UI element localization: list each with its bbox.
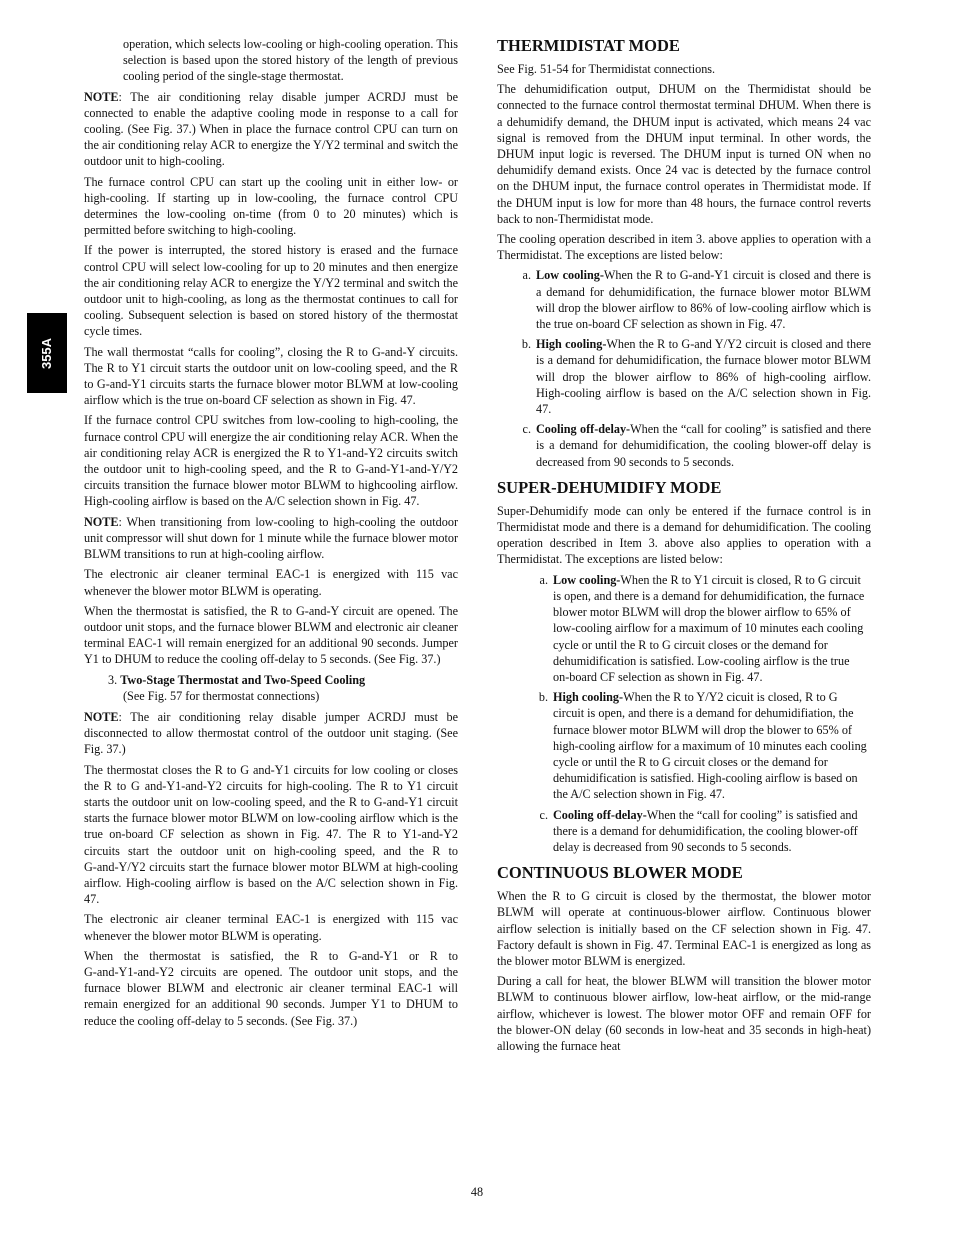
paragraph: The dehumidification output, DHUM on the Thermidistat should be connected to the furnace control thermostat terminal DHUM. When there is a dehumidify demand, the DHUM input is activated, which means 24 vac signal is removed from the DHUM input terminal. In other words, the DHUM input logic is reversed. The DHUM input is turned ON when no dehumidify demand exists. Once 24 vac is detected by the furnace control on the DHUM input, the furnace control operates in Thermidistat mode. If the DHUM input is low for more than 48 hours, the furnace control reverts back to non‑Thermidistat mode. <box>497 82 871 226</box>
paragraph: The wall thermostat “calls for cooling”, closing the R to G‑and‑Y circuits. The R to Y1 circuit starts the outdoor unit on low‑cooling speed, and the R to G‑and‑Y1 circuits starts the furnace blower motor BLWM at low‑cooling airflow which is the true on‑board CF selection as shown in Fig. 47. <box>84 344 458 408</box>
note-text: : The air conditioning relay disable jumper ACRDJ must be disconnected to allow thermostat control of the outdoor unit staging. (See Fig. 37.) <box>84 709 458 757</box>
list-item-title: High cooling‑ <box>536 337 607 352</box>
list-item <box>513 421 871 470</box>
note-label: NOTE <box>84 709 119 724</box>
list-item <box>530 807 871 856</box>
side-tab-label: 355A <box>39 337 55 369</box>
paragraph: The cooling operation described in item 3. above applies to operation with a Thermidistat. The exceptions are listed below: <box>497 232 871 263</box>
note-text: : The air conditioning relay disable jumper ACRDJ must be connected to enable the adaptive cooling mode in response to a call for cooling. (See Fig. 37.) When in place the furnace control CPU can turn on the air conditioning relay ACR to energize the Y/Y2 terminal and switch the outdoor unit to high‑cooling. <box>84 89 458 169</box>
list-item-text: When the “call for cooling” is satisfied and there is a demand for dehumidification, the cooling blower‑off delay is decreased from 90 seconds to 5 seconds. <box>553 807 858 854</box>
list-item <box>530 572 871 685</box>
paragraph: During a call for heat, the blower BLWM will transition the blower motor BLWM to continuous blower airflow, low‑heat airflow, or the mid‑range airflow, whichever is lowest. The blower motor OFF and remain OFF for the blower‑ON delay (60 seconds in low‑heat and 35 seconds in high‑heat) allowing the furnace heat <box>497 974 871 1053</box>
note-paragraph <box>84 89 458 170</box>
list-item-text: When the “call for cooling” is satisfied and there is a demand for dehumidification, the cooling blower‑off delay is decreased from 90 seconds to 5 seconds. <box>536 422 871 469</box>
note-label: NOTE <box>84 514 119 529</box>
section-heading-thermidistat: THERMIDISTAT MODE <box>497 36 680 55</box>
list-item <box>513 267 871 332</box>
left-column <box>84 36 458 1033</box>
paragraph: If the power is interrupted, the stored history is erased and the furnace control CPU will select low‑cooling for up to 20 minutes and then energize the air conditioning relay ACR to energize the Y/Y2 terminal and switch the outdoor unit to high‑cooling, as long as the thermostat continues to call for cooling. Subsequent selection is based on stored history of the thermostat cycle times. <box>84 243 458 339</box>
thermidistat-exceptions-list <box>513 267 871 469</box>
super-dehumidify-exceptions-list <box>530 572 871 855</box>
list-item-title: Low cooling‑ <box>536 268 604 283</box>
paragraph: If the furnace control CPU switches from low‑cooling to high‑cooling, the furnace control CPU will energize the air conditioning relay ACR. When the air conditioning relay ACR is energized the R to Y1‑and‑Y2 circuits switch the outdoor unit to high‑cooling speed, and the R to G‑and‑Y1‑and‑Y/Y2 circuits transition the furnace blower motor BLWM to highcooling airflow. High‑cooling airflow is based on the A/C selection shown in Fig. 47. <box>84 413 458 509</box>
list-item-title: Low cooling‑ <box>553 572 621 587</box>
paragraph: The furnace control CPU can start up the cooling unit in either low‑ or high‑cooling. If starting up in low‑cooling, the furnace control CPU determines the low‑cooling on‑time (from 0 to 20 minutes) which is permitted before switching to high‑cooling. <box>84 174 458 238</box>
list-item-text: When the R to G‑and‑Y1 circuit is closed and there is a demand for dehumidification, the furnace blower motor BLWM will drop the blower airflow to 86% of low‑cooling airflow which is the true on‑board CF selection as shown in Fig. 47. <box>536 268 871 332</box>
page-number: 48 <box>470 1185 484 1199</box>
list-item <box>513 336 871 417</box>
note-paragraph <box>84 514 458 563</box>
paragraph: The electronic air cleaner terminal EAC‑1 is energized with 115 vac whenever the blower motor BLWM is operating. <box>84 912 458 943</box>
list-item-title: Cooling off‑delay‑ <box>553 807 647 822</box>
paragraph: operation, which selects low‑cooling or high‑cooling operation. This selection is based upon the stored history of the length of previous cooling period of the single‑stage thermostat. <box>123 37 458 84</box>
list-letter: a. <box>522 268 531 283</box>
paragraph: Super‑Dehumidify mode can only be entered if the furnace control is in Thermidistat mode and there is a demand for dehumidification. The cooling operation described in Item 3. above also applies to operation with a Thermidistat. The exceptions are listed below: <box>497 503 871 567</box>
item-number: 3. <box>108 672 118 687</box>
numbered-item-3 <box>108 672 458 704</box>
list-letter: b. <box>521 337 531 352</box>
paragraph: The thermostat closes the R to G and‑Y1 circuits for low cooling or closes the R to G and‑Y1‑and‑Y2 circuits for high‑cooling. The R to Y1 circuit starts the outdoor unit on low‑cooling speed, and the R to G‑and‑Y1 circuit starts the furnace blower motor BLWM on low‑cooling airflow which is the true on‑board CF selection as shown in Fig. 47. The R to Y1‑and‑Y2 circuits start the outdoor unit on high‑cooling speed, and the R to G‑and‑Y/Y2 circuits start the furnace blower motor BLWM at high‑cooling airflow. High‑cooling airflow is based on the A/C selection shown in Fig. 47. <box>84 762 458 907</box>
item-subtitle: (See Fig. 57 for thermostat connections) <box>123 688 320 703</box>
item-title: Two‑Stage Thermostat and Two‑Speed Cooling <box>120 672 366 687</box>
list-item <box>530 689 871 802</box>
right-column <box>497 36 871 1058</box>
paragraph: When the thermostat is satisfied, the R to G‑and‑Y1 or R to G‑and‑Y1‑and‑Y2 circuits are opened. The outdoor unit stops, and the furnace blower BLWM and electronic air cleaner terminal EAC‑1 will remain energized for an additional 90 seconds. Jumper Y1 to DHUM to reduce the cooling off‑delay to 5 seconds. (See Fig. 37.) <box>84 948 458 1028</box>
side-tab <box>27 313 67 393</box>
list-item-text: When the R to G‑and Y/Y2 circuit is closed and there is a demand for dehumidification, the furnace blower motor BLWM will drop the blower airflow to 86% of high‑cooling airflow. High‑cooling airflow is based on the A/C selection shown in Fig. 47. <box>536 337 871 417</box>
paragraph: The electronic air cleaner terminal EAC‑1 is energized with 115 vac whenever the blower motor BLWM is operating. <box>84 567 458 598</box>
note-paragraph <box>84 709 458 758</box>
list-item-text: When the R to Y1 circuit is closed, R to G circuit is open, and there is a demand for dehumidification, the furnace blower motor BLWM will drop the blower airflow to 65% of low‑cooling airflow for a maximum of 10 minutes each cooling cycle or until the R to G circuit closes or the demand for dehumidification is satisfied. Low‑cooling airflow is the true on‑board CF selection as shown in Fig. 47. <box>553 572 865 684</box>
list-letter: c. <box>522 422 531 437</box>
list-letter: b. <box>538 690 548 705</box>
list-item-title: Cooling off‑delay‑ <box>536 422 631 437</box>
section-heading-super-dehumidify: SUPER‑DEHUMIDIFY MODE <box>497 477 722 497</box>
list-letter: a. <box>539 572 548 587</box>
paragraph: See Fig. 51‑54 for Thermidistat connections. <box>497 62 716 76</box>
list-item-title: High cooling‑ <box>553 690 624 705</box>
section-heading-continuous-blower: CONTINUOUS BLOWER MODE <box>497 863 743 883</box>
paragraph: When the thermostat is satisfied, the R to G‑and‑Y circuit are opened. The outdoor unit stops, and the furnace blower BLWM and electronic air cleaner terminal EAC‑1 will remain energized for an additional 90 seconds. Jumper Y1 to DHUM to reduce the cooling off‑delay to 5 seconds. (See Fig. 37.) <box>84 603 458 667</box>
list-item-text: When the R to Y/Y2 cicuit is closed, R to G circuit is open, and there is a demand for dehumidifiation, the furnace blower motor BLWM will drop the blower to 65% of high‑cooling airflow for a maximum of 10 minutes each cooling cycle or until the R to G circuit closes or the demand for dehumidification is satisfied. High‑cooling airflow is based on the A/C selection shown in Fig. 47. <box>553 690 867 802</box>
paragraph: When the R to G circuit is closed by the thermostat, the blower motor BLWM will operate at continuous‑blower airflow. Continuous blower airflow selection is initially based on the CF selection shown in Fig. 47. Factory default is shown in Fig. 47. Terminal EAC‑1 is energized as long as the blower motor BLWM is energized. <box>497 889 871 968</box>
note-text: : When transitioning from low‑cooling to high‑cooling the outdoor unit compressor will shut down for 1 minute while the furnace blower motor BLWM transitions to run at high‑cooling airflow. <box>84 514 458 562</box>
list-letter: c. <box>539 807 548 822</box>
note-label: NOTE <box>84 89 119 104</box>
